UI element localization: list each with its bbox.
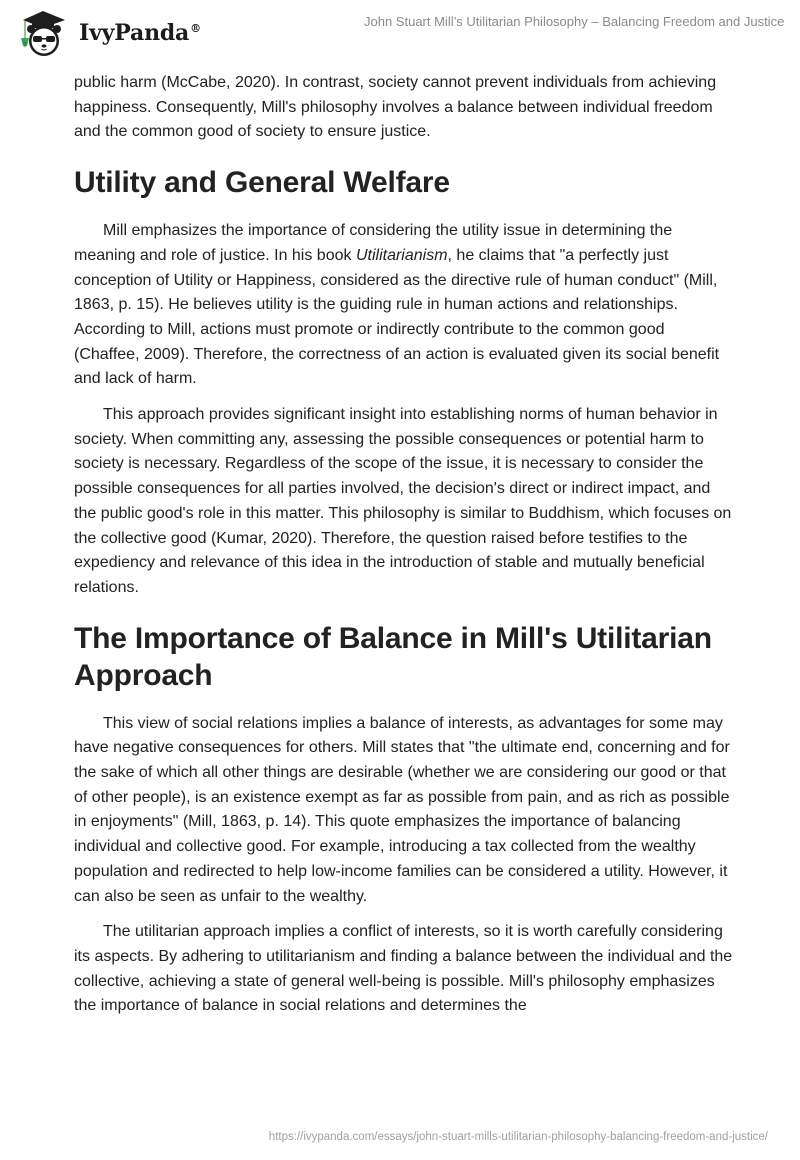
ivypanda-logo[interactable] [17, 8, 201, 58]
panda-graduate-icon [17, 8, 69, 58]
paragraph: The utilitarian approach implies a conflict of interests, so it is worth carefully considering its aspects. By adhering to utilitarianism and finding a balance between the individual and the collective, achieving a state of general well-being is possible. Mill's philosophy emphasizes the importance of balance in social relations and determines the [74, 923, 733, 1015]
paragraph: Mill emphasizes the importance of considering the utility issue in determining the meaning and role of justice. In his book Utilitarianism, he claims that "a perfectly just conception of Utility or Happiness, considered as the directive rule of human conduct" (Mill, 1863, p. 15). He believes utility is the guiding rule in human actions and relationships. According to Mill, actions must promote or indirectly contribute to the common good (Chaffee, 2009). Therefore, the correctness of an action is evaluated given its social benefit and lack of harm. [74, 222, 720, 388]
section-heading-utility: Utility and General Welfare [74, 166, 450, 200]
document-title: John Stuart Mill’s Utilitarian Philosophy – Balancing Freedom and Justice [364, 14, 785, 29]
section-heading-balance: The Importance of Balance in Mill's Utilitarian Approach [74, 621, 712, 692]
source-url[interactable]: https://ivypanda.com/essays/john-stuart-mills-utilitarian-philosophy-balancing-freedom-and-justice/ [268, 1131, 768, 1143]
brand-name: IvyPanda® [79, 20, 201, 46]
intro-paragraph: public harm (McCabe, 2020). In contrast, society cannot prevent individuals from achieving happiness. Consequently, Mill's philosophy involves a balance between individual freedom and the common good of society to ensure justice. [74, 74, 717, 141]
page-header [0, 0, 800, 60]
book-title-italic: Utilitarianism [355, 246, 448, 264]
essay-content [74, 71, 734, 1030]
paragraph: This view of social relations implies a balance of interests, as advantages for some may have negative consequences for others. Mill states that "the ultimate end, concerning and for the sake of which all other things are desirable (whether we are considering our good or that of other people), is an existence exempt as far as possible from pain, and as rich as possible in enjoyments" (Mill, 1863, p. 14). This quote emphasizes the importance of balancing individual and collective good. For example, introducing a tax collected from the wealthy population and redirected to help low-income families can be considered a utility. However, it can also be seen as unfair to the wealthy. [74, 714, 730, 905]
paragraph: This approach provides significant insight into establishing norms of human behavior in society. When committing any, assessing the possible consequences or potential harm to society is necessary. Regardless of the scope of the issue, it is necessary to consider the possible consequences for all parties involved, the decision's direct or indirect impact, and the public good's role in this matter. This philosophy is similar to Buddhism, which focuses on the collective good (Kumar, 2020). Therefore, the question raised before testifies to the expediency and relevance of this idea in the introduction of stable and mutually beneficial relations. [74, 406, 732, 596]
